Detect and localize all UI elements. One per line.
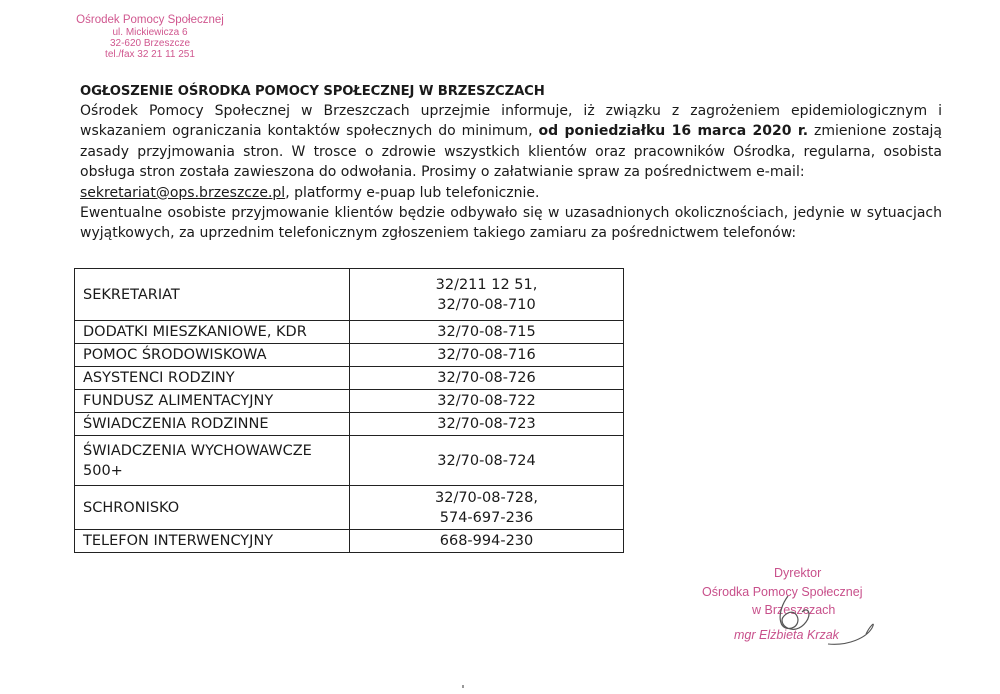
table-row bbox=[75, 390, 624, 413]
table-row bbox=[75, 530, 624, 553]
department-cell: ASYSTENCI RODZINY bbox=[75, 367, 350, 390]
phone-number: 32/70-08-728, bbox=[435, 489, 538, 506]
signature-organization: Ośrodka Pomocy Społecznej bbox=[702, 585, 863, 599]
table-row bbox=[75, 436, 624, 486]
announcement-title: OGŁOSZENIE OŚRODKA POMOCY SPOŁECZNEJ W BRZESZCZACH bbox=[80, 84, 545, 99]
department-cell: DODATKI MIESZKANIOWE, KDR bbox=[75, 321, 350, 344]
department-cell: POMOC ŚRODOWISKOWA bbox=[75, 344, 350, 367]
phone-cell: 32/70-08-716 bbox=[350, 344, 624, 367]
announcement-paragraph-2: Ewentualne osobiste przyjmowanie klientów będzie odbywało się w uzasadnionych okolicznościach, jedynie w sytuacjach wyjątkowych, za uprzednim telefonicznym zgłoszeniem takiego zamiaru za pośrednictwem telefonów: bbox=[80, 205, 942, 242]
stamp-office-name: Ośrodek Pomocy Społecznej bbox=[76, 14, 224, 26]
stamp-phone: tel./fax 32 21 11 251 bbox=[105, 49, 195, 60]
phone-cell: 32/70-08-724 bbox=[350, 436, 624, 486]
stamp-street: ul. Mickiewicza 6 bbox=[112, 27, 188, 38]
phone-number: 32/211 12 51, bbox=[435, 276, 538, 293]
signature-title: Dyrektor bbox=[774, 566, 822, 580]
phone-number: 32/70-08-710 bbox=[437, 296, 536, 313]
signature-place: w Brzeszczach bbox=[752, 603, 836, 617]
announcement-paragraph-1 bbox=[80, 101, 942, 183]
department-cell: TELEFON INTERWENCYJNY bbox=[75, 530, 350, 553]
scan-speck bbox=[462, 685, 464, 688]
department-cell: SEKRETARIAT bbox=[75, 269, 350, 321]
table-row bbox=[75, 344, 624, 367]
department-cell: ŚWIADCZENIA WYCHOWAWCZE 500+ bbox=[75, 436, 350, 486]
phone-cell: 32/70-08-726 bbox=[350, 367, 624, 390]
paragraph-1-date: od poniedziałku 16 marca 2020 r. bbox=[538, 123, 809, 140]
phone-cell: 32/70-08-722 bbox=[350, 390, 624, 413]
table-row bbox=[75, 321, 624, 344]
phone-cell: 668-994-230 bbox=[350, 530, 624, 553]
department-cell: ŚWIADCZENIA RODZINNE bbox=[75, 413, 350, 436]
announcement bbox=[80, 82, 942, 244]
phone-number: 574-697-236 bbox=[439, 509, 534, 526]
contact-email-line bbox=[80, 183, 942, 203]
stamp-city: 32-620 Brzeszcze bbox=[109, 38, 191, 49]
phone-cell bbox=[350, 486, 624, 530]
phone-cell: 32/70-08-715 bbox=[350, 321, 624, 344]
paragraph-1-intro: Ośrodek Pomocy Społecznej w Brzeszczach uprzejmie informuje, iż związku z zagrożeniem epidemiologicznym i wskazaniem ograniczania kontaktów społecznych do minimum, bbox=[80, 103, 942, 140]
signature-name: mgr Elżbieta Krzak bbox=[734, 628, 839, 642]
handwritten-signature-icon bbox=[688, 566, 908, 650]
contacts-table bbox=[74, 268, 624, 553]
phone-cell bbox=[350, 269, 624, 321]
table-row bbox=[75, 367, 624, 390]
department-cell: SCHRONISKO bbox=[75, 486, 350, 530]
phone-cell: 32/70-08-723 bbox=[350, 413, 624, 436]
paragraph-1-rest: zmienione zostają zasady przyjmowania stron. W trosce o zdrowie wszystkich klientów oraz pracowników Ośrodka, regularna, osobista obsługa stron została zawieszona do odwołania. Prosimy o załatwianie spraw za pośrednictwem e-mail: bbox=[80, 123, 942, 181]
table-row bbox=[75, 413, 624, 436]
email-link[interactable]: sekretariat@ops.brzeszcze.pl bbox=[80, 184, 286, 201]
table-row bbox=[75, 269, 624, 321]
director-signature-stamp bbox=[688, 566, 908, 650]
email-line-rest: , platformy e-puap lub telefonicznie. bbox=[285, 184, 540, 201]
office-stamp bbox=[72, 14, 228, 60]
table-row bbox=[75, 486, 624, 530]
department-cell: FUNDUSZ ALIMENTACYJNY bbox=[75, 390, 350, 413]
